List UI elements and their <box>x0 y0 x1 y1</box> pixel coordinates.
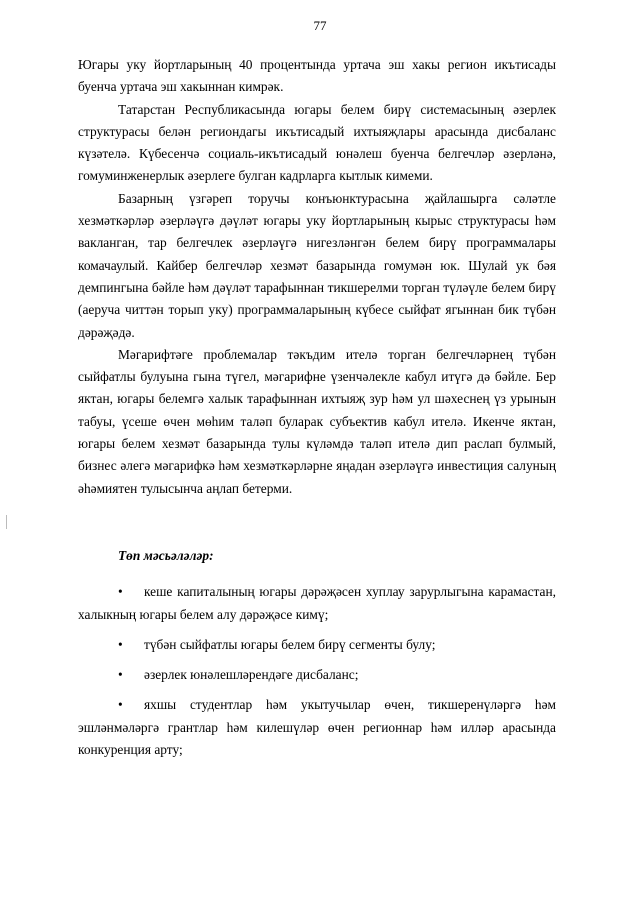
list-item <box>78 694 556 761</box>
bullet-list <box>78 581 556 761</box>
paragraph-3: Базарның үзгәреп торучы конъюнктурасына җайлашырга сәләтле хезмәткәрләр әзерләүгә дәүләт югары уку йортларының кырыс структурасы һәм вакланган, тар белгечлек әзерләүгә нигезләнгән белем бирү программалары комачаулый. Кайбер белгечләр хезмәт базарында гомумән юк. Шулай ук бәя демпингына бәйле һәм дәүләт тарафыннан тикшерелми торган түләүле белем бирү (аеруча читтән торып уку) программаларының күбесе сыйфат ягыннан бик түбән дәрәҗәдә. <box>78 190 556 340</box>
paragraph-4: Мәгарифтәге проблемалар тәкъдим ителә торган белгечләрнең түбән сыйфатлы булуына гына түгел, мәгарифне үзенчәлекле кабул итүгә дә бәйле. Бер яктан, югары белемгә халык тарафыннан ихтыяҗ зур һәм ул шәхеснең үз урынын табуы, үсеше өчен мөһим таләп буларак субъектив кабул ителә. Икенче яктан, югары белем хезмәт базарында тулы күләмдә таләп ителә дип раслап булмый, бизнес әлегә мәгарифкә һәм хезмәткәрләрне яңадан әзерләүгә инвестиция салуның әһәмиятен тулысынча аңлап бетерми. <box>78 346 556 496</box>
list-item-text: яхшы студентлар һәм укытучылар өчен, тикшеренүләргә һәм эшләнмәләргә грантлар һәм килешүләр өчен регионнар һәм илләр арасында конкуренция арту; <box>78 697 556 758</box>
bullet-icon: • <box>118 636 123 652</box>
list-item <box>78 581 556 626</box>
list-item-text: кеше капиталының югары дәрәҗәсен хуплау зарурлыгына карамастан, халыкның югары белем алу дәрәҗәсе кимү; <box>78 584 556 622</box>
bullet-icon: • <box>118 584 123 600</box>
list-item-text: әзерлек юнәлешләрендәге дисбаланс; <box>144 667 359 683</box>
bullet-icon: • <box>118 667 123 683</box>
page-number: 77 <box>313 18 327 33</box>
list-item <box>78 664 556 686</box>
section-spacer <box>78 500 556 545</box>
section-title: Төп мәсьәләләр: <box>118 547 214 563</box>
paragraph-2: Татарстан Республикасында югары белем бирү системасының әзерлек структурасы белән региондагы икътисадый ихтыяҗлары арасында дисбаланс күзәтелә. Күбесенчә социаль-икътисадый юнәлеш буенча белгечләр әзерләнә, гомуминженерлык әзерлеге булган кадрларга кытлык кимеми. <box>78 101 556 184</box>
paragraph-1: Югары уку йортларының 40 процентында уртача эш хакы регион икътисады буенча уртача эш хакыннан кимрәк. <box>78 57 556 95</box>
margin-mark <box>6 515 7 529</box>
bullet-icon: • <box>118 697 123 713</box>
list-item <box>78 634 556 656</box>
document-body <box>78 54 556 769</box>
list-item-text: түбән сыйфатлы югары белем бирү сегменты булу; <box>144 636 436 652</box>
